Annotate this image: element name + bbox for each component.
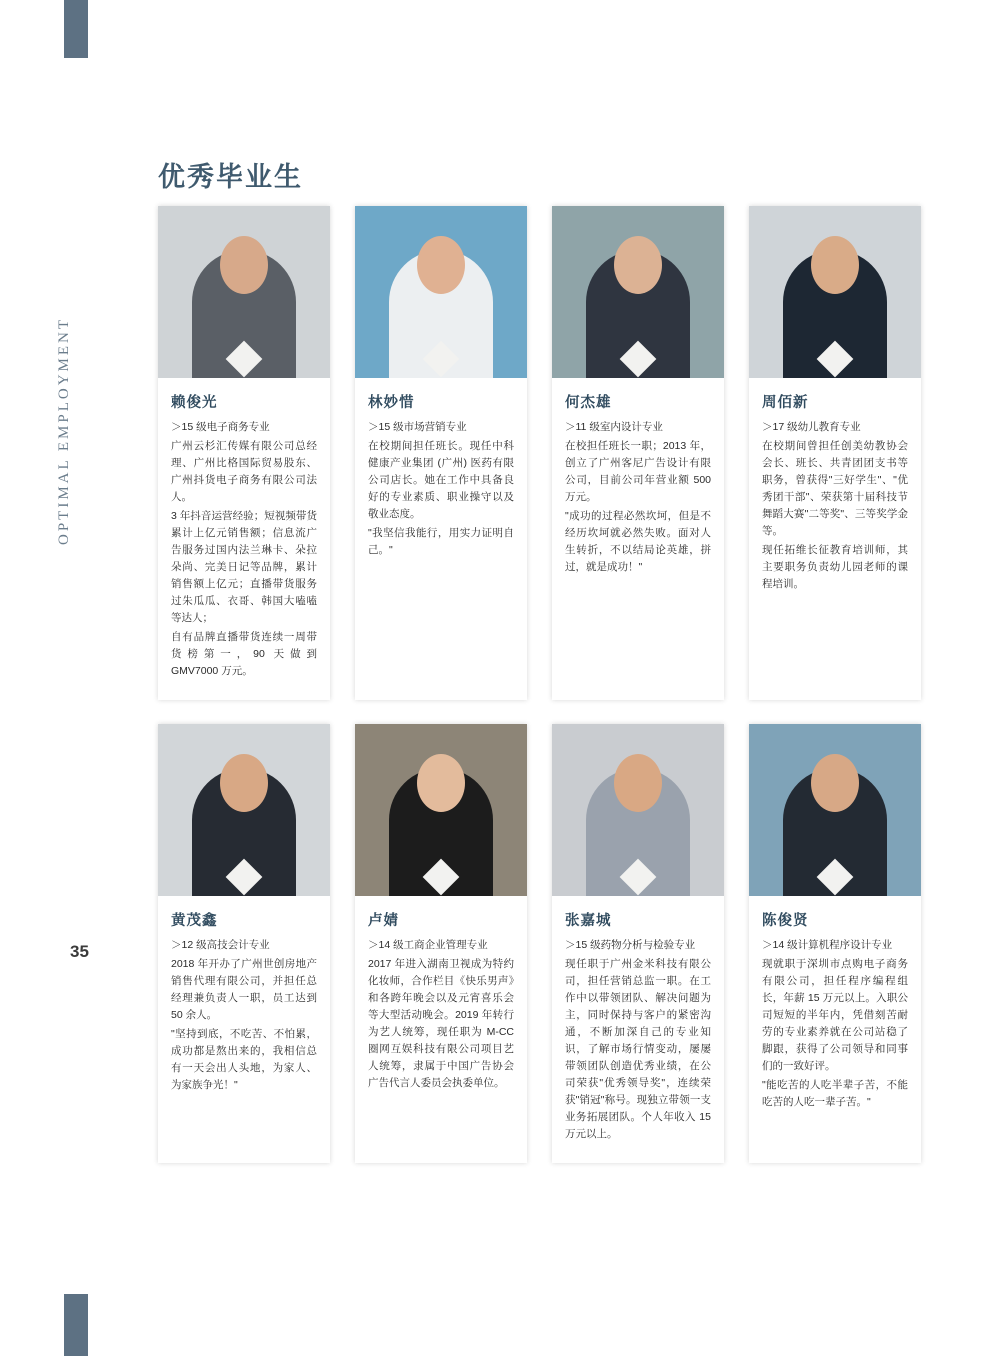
graduate-name: 赖俊光: [171, 395, 218, 411]
graduate-major: ＞12 级高技会计专业: [171, 939, 270, 951]
graduate-major: ＞17 级幼儿教育专业: [762, 421, 861, 433]
graduate-major: ＞11 级室内设计专业: [565, 421, 663, 433]
graduate-bio-paragraph: "能吃苦的人吃半辈子苦，不能吃苦的人吃一辈子苦。": [762, 1079, 908, 1108]
graduate-card: [355, 206, 527, 700]
graduate-bio-paragraph: 广州云杉汇传媒有限公司总经理、广州比格国际贸易股东、广州抖货电子商务有限公司法人。: [171, 440, 317, 503]
page-decoration-top: [64, 0, 88, 58]
graduate-photo: [552, 206, 724, 378]
graduate-bio-paragraph: 现任职于广州金米科技有限公司，担任营销总监一职。在工作中以带领团队、解决问题为主，同时保持与客户的紧密沟通，不断加深自己的专业知识，了解市场行情变动，屡屡带领团队创造优秀业绩，在公司荣获"优秀领导奖"，连续荣获"销冠"称号。现独立带领一支业务拓展团队。个人年收入 15 万元以上。: [565, 958, 711, 1140]
graduate-photo: [552, 724, 724, 896]
graduate-name: 卢婧: [368, 913, 399, 929]
graduate-bio-paragraph: 在校期间担任班长。现任中科健康产业集团 (广州) 医药有限公司店长。她在工作中具备良好的专业素质、职业操守以及敬业态度。: [368, 440, 514, 520]
graduate-bio-paragraph: 在校担任班长一职；2013 年，创立了广州客尼广告设计有限公司，目前公司年营业额 500 万元。: [565, 440, 711, 503]
graduate-info: [749, 378, 921, 700]
graduate-major: ＞15 级市场营销专业: [368, 421, 467, 433]
graduate-major: ＞14 级计算机程序设计专业: [762, 939, 893, 951]
graduate-info: [552, 896, 724, 1163]
graduate-card: [552, 724, 724, 1163]
page-decoration-bottom: [64, 1294, 88, 1356]
graduate-major: ＞15 级药物分析与检验专业: [565, 939, 696, 951]
graduate-bio-paragraph: 在校期间曾担任创美幼教协会会长、班长、共青团团支书等职务，曾获得"三好学生"、"优秀团干部"、荣获第十届科技节舞蹈大赛"二等奖"、三等奖学金等。: [762, 440, 908, 537]
graduates-grid: [158, 206, 920, 1163]
graduate-bio-paragraph: 2017 年进入湖南卫视成为特约化妆师，合作栏目《快乐男声》和各跨年晚会以及元宵喜乐会等大型活动晚会。2019 年转行为艺人统筹，现任职为 M-CC 圈网互娱科技有限公司项目艺人统筹，隶属于中国广告协会广告代言人委员会执委单位。: [368, 958, 514, 1089]
graduate-bio-paragraph: 3 年抖音运营经验；短视频带货累计上亿元销售额；信息流广告服务过国内法兰琳卡、朵拉朵尚、完美日记等品牌，累计销售额上亿元；直播带货服务过朱瓜瓜、衣哥、韩国大嗑嗑等达人；: [171, 510, 317, 624]
graduate-info: [158, 378, 330, 700]
graduate-card: [749, 724, 921, 1163]
graduate-major: ＞15 级电子商务专业: [171, 421, 270, 433]
vertical-running-head: OPTIMAL EMPLOYMENT: [56, 316, 72, 545]
graduate-bio-paragraph: "坚持到底，不吃苦、不怕累，成功都是熬出来的，我相信总有一天会出人头地，为家人、为家族争光！": [171, 1028, 317, 1091]
graduate-name: 何杰雄: [565, 395, 612, 411]
graduate-photo: [355, 206, 527, 378]
graduate-info: [158, 896, 330, 1163]
graduate-bio-paragraph: "成功的过程必然坎坷，但是不经历坎坷就必然失败。面对人生转折，不以结局论英雄，拼过，就是成功！": [565, 510, 711, 573]
graduate-card: [552, 206, 724, 700]
graduate-bio-paragraph: "我坚信我能行，用实力证明自己。": [368, 527, 514, 556]
graduate-photo: [355, 724, 527, 896]
graduate-name: 林妙惜: [368, 395, 415, 411]
graduate-name: 黄茂鑫: [171, 913, 218, 929]
graduate-bio-paragraph: 现就职于深圳市点购电子商务有限公司，担任程序编程组长，年薪 15 万元以上。入职公司短短的半年内，凭借刻苦耐劳的专业素养就在公司站稳了脚跟，获得了公司领导和同事们的一致好评。: [762, 958, 908, 1072]
graduate-card: [355, 724, 527, 1163]
graduate-card: [158, 206, 330, 700]
graduate-photo: [749, 724, 921, 896]
graduate-info: [355, 378, 527, 700]
graduate-photo: [158, 724, 330, 896]
graduate-card: [158, 724, 330, 1163]
graduate-info: [552, 378, 724, 700]
page-number: 35: [70, 942, 89, 961]
graduate-photo: [158, 206, 330, 378]
graduate-name: 陈俊贤: [762, 913, 809, 929]
graduate-name: 张嘉城: [565, 913, 612, 929]
page-title: 优秀毕业生: [158, 162, 303, 192]
graduate-info: [749, 896, 921, 1163]
graduate-card: [749, 206, 921, 700]
graduate-photo: [749, 206, 921, 378]
graduate-name: 周佰新: [762, 395, 809, 411]
graduate-bio-paragraph: 2018 年开办了广州世创房地产销售代理有限公司，并担任总经理兼负责人一职，员工达到 50 余人。: [171, 958, 317, 1021]
graduate-bio-paragraph: 现任拓维长征教育培训师，其主要职务负责幼儿园老师的课程培训。: [762, 544, 908, 590]
graduate-major: ＞14 级工商企业管理专业: [368, 939, 488, 951]
graduate-info: [355, 896, 527, 1163]
graduate-bio-paragraph: 自有品牌直播带货连续一周带货榜第一，90 天做到 GMV7000 万元。: [171, 631, 317, 677]
